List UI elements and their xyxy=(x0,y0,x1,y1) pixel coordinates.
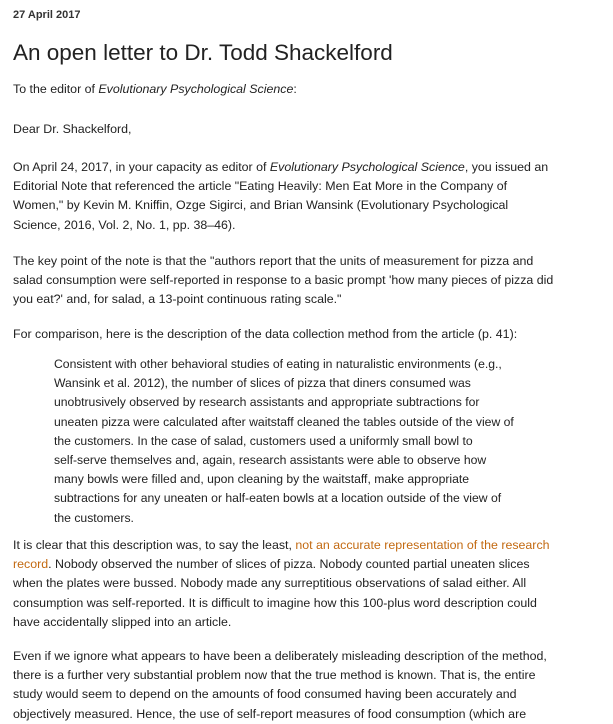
paragraph-inaccurate xyxy=(13,536,597,632)
research-record-link[interactable]: not an accurate representation of the research xyxy=(295,538,550,552)
to-suffix: : xyxy=(293,82,297,96)
p2-line-1: The key point of the note is that the "authors report that the units of measurement for pizza and xyxy=(13,254,534,268)
p5-line-2: there is a further very substantial problem now that the true method is known. That is, the entire xyxy=(13,668,536,683)
paragraph-editorial-note xyxy=(13,158,597,235)
post-title: An open letter to Dr. Todd Shackelford xyxy=(13,40,393,65)
quote-line: self-serve themselves and, again, research assistants were able to observe how xyxy=(54,453,487,468)
salutation-editor xyxy=(13,80,597,99)
p1-journal: Evolutionary Psychological Science xyxy=(269,160,465,174)
quote-line: uneaten pizza were calculated after waitstaff cleaned the tables outside of the view of xyxy=(54,414,514,429)
p2-line-2: salad consumption were self-reported in response to a basic prompt 'how many pieces of pizza did xyxy=(13,273,554,288)
quote-line: unobtrusively observed by research assistants and appropriate subtractions for xyxy=(54,395,480,410)
article-quote xyxy=(54,355,574,528)
research-record-link-cont[interactable]: record xyxy=(13,557,49,572)
quote-line: many bowls were filled and, upon cleaning by the waitstaff, make appropriate xyxy=(54,472,470,487)
p4-text-a: It is clear that this description was, to say the least, xyxy=(13,538,296,552)
p1-line-2: Editorial Note that referenced the article "Eating Heavily: Men Eat More in the Company of xyxy=(13,179,508,194)
p4-line-4: consumption was self-reported. It is difficult to imagine how this 100-plus word description could xyxy=(13,595,537,610)
quote-line: the customers. xyxy=(54,510,134,525)
post-date: 27 April 2017 xyxy=(13,9,81,21)
paragraph-key-point xyxy=(13,252,597,310)
p1-text-a: On April 24, 2017, in your capacity as editor of xyxy=(13,160,270,174)
p1-line-3: Women," by Kevin M. Kniffin, Ozge Sigirci, and Brian Wansink (Evolutionary Psychological xyxy=(13,198,509,213)
p5-line-1: Even if we ignore what appears to have been a deliberately misleading description of the method, xyxy=(13,649,547,663)
paragraph-further-problem xyxy=(13,647,597,724)
p4-line-3: when the plates were bussed. Nobody made any surreptitious observations of salad either. All xyxy=(13,576,527,591)
quote-line: subtractions for any uneaten or half-eaten bowls at a location outside of the view of xyxy=(54,491,502,506)
salutation-dear xyxy=(13,120,597,139)
quote-line: the customers. In the case of salad, customers used a uniformly small bowl to xyxy=(54,433,473,448)
p1-line-4: Science, 2016, Vol. 2, No. 1, pp. 38–46). xyxy=(13,217,236,232)
dear-line: Dear Dr. Shackelford, xyxy=(13,122,132,136)
quote-line: Consistent with other behavioral studies of eating in naturalistic environments (e.g., xyxy=(54,357,502,371)
p3-line-1: For comparison, here is the description of the data collection method from the article (p. 41): xyxy=(13,327,518,341)
p2-line-3: you eat?' and, for salad, a 13-point continuous rating scale." xyxy=(13,292,342,307)
p1-text-b: , you issued an xyxy=(464,160,549,174)
to-prefix: To the editor of xyxy=(13,82,99,96)
quote-line: Wansink et al. 2012), the number of slices of pizza that diners consumed was xyxy=(54,376,471,391)
p4-line-5: have accidentally slipped into an article. xyxy=(13,614,232,629)
journal-name: Evolutionary Psychological Science xyxy=(98,82,294,96)
paragraph-comparison xyxy=(13,325,597,344)
p4-text-b: . Nobody observed the number of slices of pizza. Nobody counted partial uneaten slices xyxy=(48,557,530,572)
p5-line-4: objectively measured. Hence, the use of self-report measures of food consumption (which are xyxy=(13,706,527,721)
p5-line-3: study would seem to depend on the amounts of food consumed having been accurately and xyxy=(13,687,517,702)
